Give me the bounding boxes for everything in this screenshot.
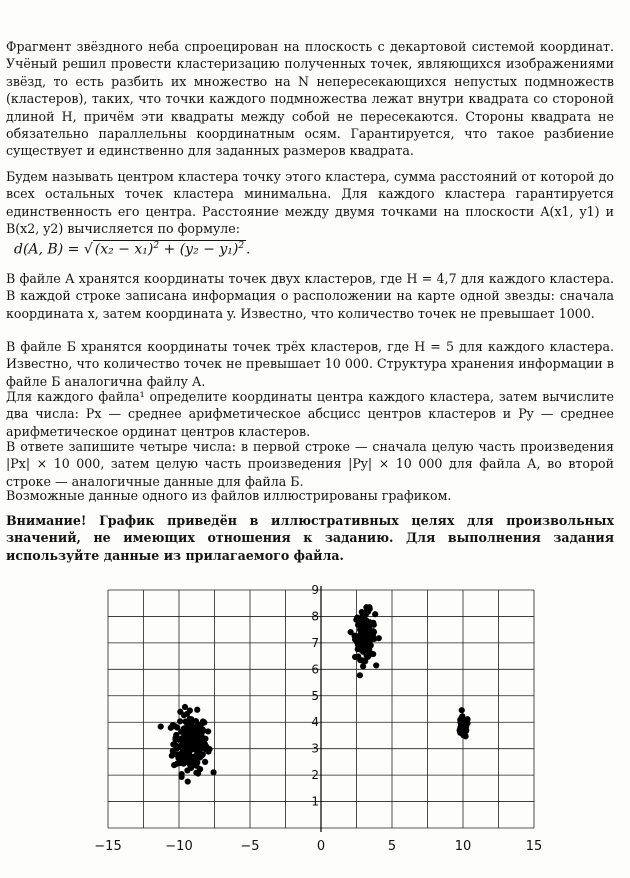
y-tick-label: 1	[311, 794, 319, 809]
data-point	[462, 726, 468, 732]
distance-formula: d(A, B) = √ $(x_2 - x_1)^2 + (y_2 - y_1)^2$ .	[14, 241, 251, 258]
data-point	[185, 778, 191, 784]
data-point	[200, 719, 206, 725]
data-point	[187, 707, 193, 713]
scatter-chart	[0, 578, 630, 878]
formula-term2: (y₂ − y₁)	[179, 241, 239, 258]
data-point	[194, 707, 200, 713]
data-point	[373, 662, 379, 668]
data-point	[188, 765, 194, 771]
data-point	[203, 746, 209, 752]
y-tick-label: 4	[311, 715, 319, 730]
data-point	[158, 723, 164, 729]
data-point	[210, 769, 216, 775]
data-point	[355, 622, 361, 628]
x-tick-label: −15	[94, 839, 122, 854]
data-point	[360, 663, 366, 669]
data-point	[364, 631, 370, 637]
data-point	[357, 672, 363, 678]
data-point	[202, 741, 208, 747]
formula-square-1: 2	[153, 241, 160, 251]
data-point	[191, 739, 197, 745]
y-axis-ticks	[311, 583, 319, 809]
formula-plus: +	[159, 241, 180, 258]
data-point	[178, 774, 184, 780]
warning-paragraph: Внимание! График приведён в иллюстративных целях для произвольных значений, не имеющих отношения к заданию. Для выполнения задания используйте данные из прилагаемого файла.	[6, 513, 614, 563]
data-point	[170, 751, 176, 757]
y-tick-label: 2	[311, 768, 319, 783]
data-point	[352, 654, 358, 660]
y-tick-label: 8	[311, 609, 319, 624]
x-tick-label: 0	[316, 839, 326, 854]
formula-square-2: 2	[238, 241, 245, 251]
answer-paragraph: В ответе запишите четыре числа: в первой строке — сначала целую часть произведения |Px| × 10 000, затем целую часть произведения |Py| × 10 000 для файла А, во второй строке — аналогичные данные для файла Б.	[6, 439, 614, 489]
data-point	[195, 770, 201, 776]
y-tick-label: 6	[311, 662, 319, 677]
data-point	[362, 645, 368, 651]
formula-period: .	[246, 241, 251, 258]
data-point	[351, 633, 357, 639]
task-paragraph: Для каждого файла¹ определите координаты центра каждого кластера, затем вычислите два числа: Px — среднее арифметическое абсцисс центров кластеров и Py — среднее арифметическое ординат центров кластеров.	[6, 389, 614, 439]
formula-lhs: d(A, B) =	[14, 241, 84, 258]
center-definition-paragraph: Будем называть центром кластера точку этого кластера, сумма расстояний от которой до всех остальных точек кластера минимальна. Для каждого кластера гарантируется единственность его центра. Расстояние между двумя точками на плоскости A(x1, y1) и B(x2, y2) вычисляется по формуле:	[6, 169, 614, 237]
data-point	[194, 752, 200, 758]
y-tick-label: 5	[311, 688, 319, 703]
data-point	[365, 654, 371, 660]
data-point	[459, 707, 465, 713]
x-tick-label: 5	[387, 839, 397, 854]
formula-radicand	[93, 240, 246, 258]
data-point	[202, 759, 208, 765]
x-tick-label: −10	[165, 839, 193, 854]
data-point	[459, 714, 465, 720]
y-tick-label: 7	[311, 635, 319, 650]
data-point	[359, 638, 365, 644]
file-b-paragraph: В файле Б хранятся координаты точек трёх кластеров, где H = 5 для каждого кластера. Известно, что количество точек не превышает 10 000. Структура хранения информации в файле Б аналогична файлу А.	[6, 339, 614, 389]
chart-grid	[108, 586, 534, 832]
x-axis-ticks	[94, 839, 542, 854]
file-a-paragraph: В файле А хранятся координаты точек двух кластеров, где H = 4,7 для каждого кластера. В каждой строке записана информация о расположении на карте одной звезды: сначала координата x, затем координата y. Известно, что количество точек не превышает 1000.	[6, 271, 614, 321]
formula-term1: (x₂ − x₁)	[94, 241, 154, 258]
data-point	[179, 738, 185, 744]
data-point	[186, 749, 192, 755]
data-point	[193, 763, 199, 769]
x-tick-label: 10	[454, 839, 472, 854]
data-point	[185, 759, 191, 765]
data-point	[460, 720, 466, 726]
data-point	[187, 729, 193, 735]
data-point	[366, 640, 372, 646]
data-point	[180, 747, 186, 753]
y-tick-label: 3	[311, 741, 319, 756]
data-point	[177, 718, 183, 724]
data-point	[363, 620, 369, 626]
x-tick-label: 15	[525, 839, 543, 854]
data-point	[372, 611, 378, 617]
x-tick-label: −5	[240, 839, 260, 854]
data-point	[205, 728, 211, 734]
illustration-paragraph: Возможные данные одного из файлов иллюстрированы графиком.	[6, 488, 452, 503]
data-point	[181, 725, 187, 731]
y-tick-label: 9	[311, 583, 319, 597]
data-point	[184, 754, 190, 760]
data-point	[177, 709, 183, 715]
data-point	[196, 730, 202, 736]
data-point	[172, 723, 178, 729]
intro-paragraph: Фрагмент звёздного неба спроецирован на плоскость с декартовой системой координат. Учёный решил провести кластеризацию полученных точек, являющихся изображениями звёзд, то есть разбить их множество на N непересекающихся непустых подмножеств (кластеров), таких, что точки каждого подмножества лежат внутри квадрата со стороной длиной H, причём эти квадраты между собой не пересекаются. Стороны квадрата не обязательно параллельны координатным осям. Гарантируется, что такое разбиение существует и единственно для заданных размеров квадрата.	[6, 39, 614, 159]
